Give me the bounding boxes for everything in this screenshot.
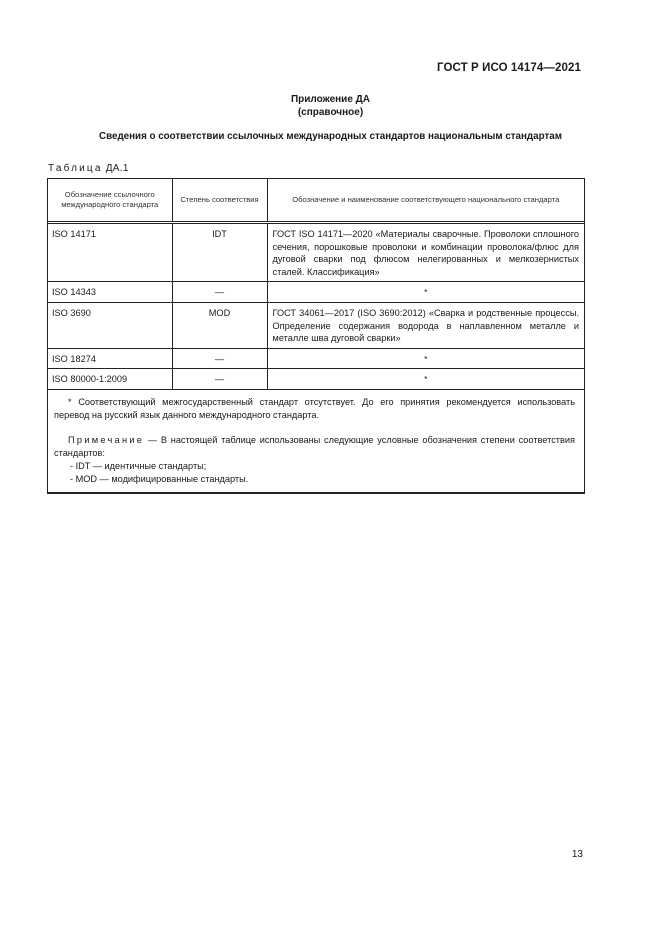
note — [54, 434, 575, 460]
cell-standard: ISO 80000-1:2009 — [48, 369, 172, 390]
header-international-standard: Обозначение ссылочного международного стандарта — [48, 179, 172, 223]
table-footer — [48, 389, 584, 492]
correspondence-table — [47, 178, 585, 494]
cell-standard: ISO 14171 — [48, 223, 172, 282]
table-footer-row — [48, 389, 584, 492]
cell-standard: ISO 3690 — [48, 302, 172, 348]
cell-degree: — — [172, 348, 267, 369]
cell-degree: MOD — [172, 302, 267, 348]
cell-national: * — [267, 369, 584, 390]
cell-degree: — — [172, 369, 267, 390]
header-degree: Степень соответствия — [172, 179, 267, 223]
cell-national: * — [267, 282, 584, 303]
table-row — [48, 282, 584, 303]
table-row — [48, 302, 584, 348]
cell-national: ГОСТ ISO 14171—2020 «Материалы сварочные. Проволоки сплошного сечения, порошковые проволоки и комбинации проволока/флюс для дуговой сварки под флюсом нелегированных и мелкозернистых сталей. Классификация» — [267, 223, 584, 282]
table-label-word: Таблица — [48, 163, 103, 174]
cell-standard: ISO 14343 — [48, 282, 172, 303]
cell-national: ГОСТ 34061—2017 (ISO 3690:2012) «Сварка и родственные процессы. Определение содержания водорода в наплавленном металле и металле шва дуговой сварки» — [267, 302, 584, 348]
annex-title: Приложение ДА — [290, 94, 371, 105]
table-label-number: ДА.1 — [105, 163, 129, 174]
cell-degree: — — [172, 282, 267, 303]
note-text: — В настоящей таблице использованы следующие условные обозначения степени соответствия стандартов: — [54, 434, 575, 458]
footnote: * Соответствующий межгосударственный стандарт отсутствует. До его принятия рекомендуется использовать перевод на русский язык данного международного стандарта. — [54, 396, 575, 420]
cell-standard: ISO 18274 — [48, 348, 172, 369]
table-label — [48, 163, 129, 174]
page-number: 13 — [571, 849, 583, 860]
note-item: - MOD — модифицированные стандарты. — [70, 473, 249, 484]
document-id: ГОСТ Р ИСО 14174—2021 — [436, 62, 581, 74]
cell-national: * — [267, 348, 584, 369]
cell-degree: IDT — [172, 223, 267, 282]
note-item: - IDT — идентичные стандарты; — [70, 460, 207, 471]
annex-heading: Сведения о соответствии ссылочных международных стандартов национальным стандартам — [99, 131, 562, 142]
header-national-standard: Обозначение и наименование соответствующего национального стандарта — [267, 179, 584, 223]
table-row — [48, 369, 584, 390]
table-row — [48, 348, 584, 369]
annex-subtitle: (справочное) — [297, 107, 364, 118]
table-header-row — [48, 179, 584, 223]
note-label: Примечание — [68, 434, 145, 445]
table-row — [48, 223, 584, 282]
